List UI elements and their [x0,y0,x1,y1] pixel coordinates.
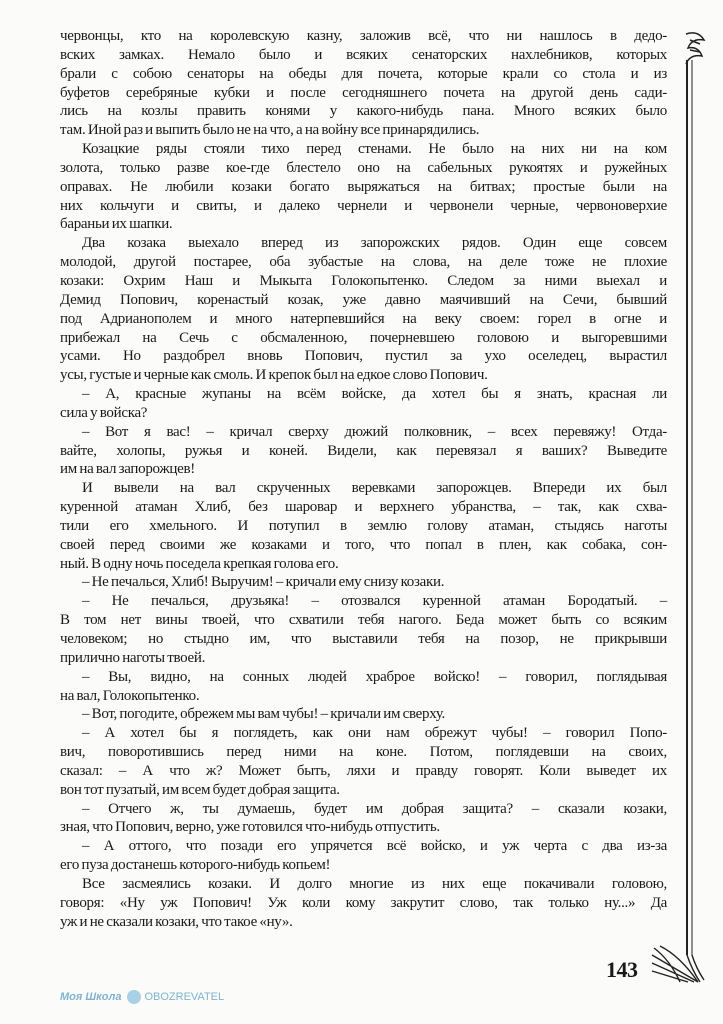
text-line: – Не печалься, друзьяка! – отозвался куренной атаман Бородатый. – [82,593,667,610]
text-line: прилично наготы твоей. [60,649,206,666]
paragraph [60,423,667,480]
page-number: 143 [606,957,638,982]
text-line: его пуза достанешь которого-нибудь копьем! [60,857,331,874]
watermark-brand: OBOZREVATEL [144,990,225,1003]
paragraph [60,800,667,838]
watermark-school: Моя Школа [60,990,122,1003]
text-line: – А хотел бы я поглядеть, как они нам обрежут чубы! – говорил Попо- [82,725,667,742]
page-body-text [60,27,667,932]
text-line: вайте, холопы, ружья и коней. Видели, как перевязал я ваших? Выведите [60,442,667,459]
text-line: куренной атаман Хлиб, без шаровар и верхнего убранства, – так, как схва- [60,499,667,516]
text-line: лись на козлы править конями у какого-нибудь пана. Много всяких было [60,103,667,120]
text-line: – Отчего ж, ты думаешь, будет им добрая защита? – сказали козаки, [82,800,667,817]
text-line: Два козака выехало вперед из запорожских рядов. Один еще совсем [82,235,667,252]
paragraph [60,668,667,706]
text-line: усами. Но раздобрел вновь Попович, пустил за ухо оселедец, вырастил [60,348,667,365]
text-line: под Адрианополем и много натерпевшийся на веку своем: горел в огне и [60,310,667,327]
text-line: Все засмеялись козаки. И долго многие из них еще покачивали головою, [82,875,667,892]
text-line: на вал, Голокопытенко. [60,687,200,704]
paragraph [60,27,667,140]
text-line: говоря: «Ну уж Попович! Уж коли кому закрутит слово, так только ну...» Да [60,894,667,911]
paragraph [60,724,667,799]
text-line: вских замках. Немало было и всяких сенаторских нахлебников, которых [60,46,667,63]
paragraph [60,385,667,423]
text-line: оправах. Не любили козаки богато выряжаться на битвах; простые были на [60,178,667,195]
text-line: них кольчуги и свиты, и далеко чернели и червонели черные, червоноверхие [60,197,667,214]
text-line: бараньи их шапки. [60,216,173,233]
text-line: им на вал запорожцев! [60,461,195,478]
text-line: – Вот я вас! – кричал сверху дюжий полковник, – всех перевяжу! Отда- [82,423,667,440]
watermark-layer [60,990,580,1014]
text-line: – Вы, видно, на сонных людей храброе войско! – говорил, поглядывая [82,668,667,685]
watermark-logo-icon [127,990,141,1004]
paragraph [60,837,667,875]
corner-ornament-top [686,33,704,64]
paragraph [60,573,667,592]
paragraph [60,875,667,932]
text-line: – Вот, погодите, обрежем мы вам чубы! – кричали им сверху. [82,706,446,723]
text-line: – А оттого, что позади его упрячется всё войско, и уж черта с два из-за [82,838,667,855]
text-line: уж и не сказали козаки, что такое «ну». [60,913,293,930]
text-line: вон тот пузатый, им всем будет добрая защита. [60,781,340,798]
corner-ornament-bottom [652,946,704,982]
text-line: – А, красные жупаны на всём войске, да хотел бы я знать, красная ли [82,386,667,403]
text-line: – Не печалься, Хлиб! Выручим! – кричали ему снизу козаки. [82,574,445,591]
text-line: В том нет вины твоей, что схватили тебя нагого. Беда может быть со всяким [60,612,667,629]
text-line: прибежал на Сечь с обсмаленною, почерневшею головою и выгоревшими [60,329,667,346]
text-line: брали с собою сенаторы на обеды для почета, которые крали со стола и из [60,65,667,82]
text-line: И вывели на вал скрученных веревками запорожцев. Впереди их был [82,480,667,497]
text-line: сказал: – А что ж? Может быть, ляхи и правду говорят. Коли выведет их [60,762,667,779]
text-line: молодой, другой постарее, оба зубастые на слова, на деле тоже не плохие [60,254,667,271]
paragraph [60,705,667,724]
decorative-page-border [640,20,710,985]
text-line: усы, густые и черные как смоль. И крепок был на едкое слово Попович. [60,367,488,384]
text-line: своей перед своими же козаками и того, что попал в плен, как собака, сон- [60,536,667,553]
text-line: зная, что Попович, верно, уже готовился что-нибудь отпустить. [60,819,440,836]
text-line: буфетов серебряные кубки и после сегодняшнего почета на другой день сади- [60,84,667,101]
text-line: там. Иной раз и выпить было не на что, а на войну все принарядились. [60,122,480,139]
paragraph [60,592,667,667]
text-line: козаки: Охрим Наш и Мыкыта Голокопытенко. Следом за ними выехал и [60,272,667,289]
paragraph [60,479,667,573]
paragraph [60,140,667,234]
text-line: Демид Попович, коренастый козак, уже давно маячивший на Сечи, бывший [60,291,667,308]
watermark [60,990,224,1014]
paragraph [60,234,667,385]
text-line: вич, поворотившись перед ними на коне. Потом, поглядевши на своих, [60,744,667,761]
text-line: сила у войска? [60,404,148,421]
text-line: золота, только разве кое-где блестело оно на сабельных рукоятях и ружейных [60,159,667,176]
text-line: человеком; но стыдно им, что выставили тебя на позор, не прикрывши [60,631,667,647]
text-line: червонцы, кто на королевскую казну, заложив всё, что ни нашлось в дедо- [60,28,667,44]
text-line: тили его хмельного. И потупил в землю голову атаман, стыдясь наготы [60,517,667,534]
text-line: ный. В одну ночь поседела крепкая голова его. [60,555,339,572]
text-line: Козацкие ряды стояли тихо перед стенами. Не было на них ни на ком [82,141,667,158]
